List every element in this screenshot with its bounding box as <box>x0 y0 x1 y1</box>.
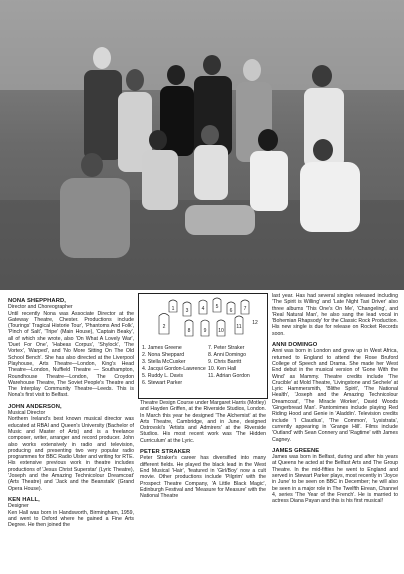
ken-name: KEN HALL, <box>8 496 40 503</box>
diagram-num-1: 1 <box>171 306 175 312</box>
key-entry: 10. Ken Hall <box>208 366 237 372</box>
diagram-num-5: 5 <box>215 304 219 310</box>
anni-name: ANNI DOMINGO <box>272 342 318 349</box>
right-column <box>272 293 398 505</box>
diagram-num-7: 7 <box>243 306 247 312</box>
ken-bio: Ken Hall was born in Handsworth, Birmingham, 1959, and went to Oxford where he gained a Fine Arts Degree. He then joined the <box>8 509 134 529</box>
diagram-num-10: 10 <box>218 328 224 334</box>
john-role: Musical Director <box>8 410 46 417</box>
peter-name: PETER STRAKER <box>140 449 191 456</box>
diagram-num-4: 4 <box>201 306 205 312</box>
nona-name: NONA SHEPPHARD, <box>8 298 66 304</box>
nona-bio: Until recently Nona was Associate Director at the Gateway Theatre, Chester. Productions include (Tourings' Tragical Historie Tour', 'Phantoms And Folk', 'Pinch of Salt', 'Tripe' (Main House), 'Captain Beaky', all of which she wrote, also 'On What A Lovely War', 'Duet For One', 'Habeas Corpus', 'Shylock', 'The Vortex', 'Warped', and 'No More Sitting On The Old School Bench'. She has also directed at the Liverpool Playhouse, Arts Theatre—London, King's Head Theatre—London, Nuffield Theatre — Southampton, Roundhouse Theatre—London, The Croydon Warehouse Theatre, The Soviet People's Theatre and The Interplay Community Theatre—Leeds. This is Nona's first visit to Belfast. <box>8 310 134 399</box>
james-name: JAMES GREENE <box>272 447 320 454</box>
diagram-num-8: 8 <box>187 328 191 334</box>
diagram-num-11: 11 <box>236 324 242 330</box>
left-column <box>8 293 134 528</box>
ken-role: Designer <box>8 503 29 510</box>
middle-column <box>140 400 266 499</box>
diagram-num-3: 3 <box>185 308 189 314</box>
john-name: JOHN ANDERSON, <box>8 403 62 410</box>
key-entry: 5. Ruddy L. Davis <box>142 373 183 379</box>
peter-bio: Peter Straker's career has diversified into many different fields. He played the black lead in the West End Musical 'Hair', 'featured in 'Girl/Boy' now a cult movie. Other productions include 'Pilgrim' with the Prospect Theatre Company, 'A Little Black Magic', Edinburgh Festival and 'Measure for Measure' with the National Theatre <box>140 455 266 500</box>
john-bio: Northern Ireland's best known musical director was educated at RBAI and Queen's University (Bachelor of Music and Master of Arts) and is a freelance composer, writer, arranger and record producer. John also works extensively in radio and television, producing and presenting two very popular radio programmes for BBC Radio Ulster and writing for RTE. His extensive previous work in theatre includes productions of 'Jesus Christ Superstar' (Lyric Theatre), 'Joseph and the Amazing Technicolour Dreamcoat' (Arts Theatre) and 'Jack and the Beanstalk' (Grand Opera House). <box>8 416 134 492</box>
anni-bio: Anni was born in London and grew up in West Africa, returned to England to attend the Rose Bruford College of Speech and Drama. She made her West End debut in the musical version of 'Gone With the Wind' as Mammy. Theatre credits include 'The Crucible' at Mold Theatre, 'Livingstone and Sechele' at Lyric Hammersmith, 'Blithe Spirit', 'The National Health', 'Joseph and the Amazing Technicolour Dreamcoat', 'The Miracle Worker', David Woods 'Gingerbread Man'. Pantomimes include playing Red Riding Hood and Genie in 'Aladdin'. Television credits include 'I Claudius', 'The Common', 'Lysistrata', currently appearing in 'Grange Hill'. Films include 'Outland' with Sean Connery and 'Ragtime' with James Cagney. <box>272 348 398 443</box>
diagram-num-2: 2 <box>162 324 166 330</box>
diagram-num-12: 12 <box>252 320 258 326</box>
diagram-num-9: 9 <box>203 328 207 334</box>
key-entry: 8. Anni Domingo <box>208 352 247 358</box>
james-bio: James was born in Belfast, during and after his years at Queens he acted at the Belfast Arts and The Group Theatre. In the mid-fifties he went to England and served in Stewart Parker plays, most recently in 'Joyce in June' to be seen on BBC in December; he will also be seen in a major role in The Twelfth Eirean, Channel 4, series 'The Year of the French'. He is married to actress Diana Payan and this is his first musical! <box>272 454 398 505</box>
key-entry: 7. Peter Straker <box>208 345 245 351</box>
key-entry: 1. James Greene <box>142 345 182 351</box>
key-entry: 3. Stella McCusker <box>142 359 186 365</box>
key-entry: 6. Stewart Parker <box>142 380 183 386</box>
diagram-num-6: 6 <box>229 308 233 314</box>
key-entry: 9. Chris Barritt <box>208 359 242 365</box>
key-entry: 4. Jacqui Gordon-Lawrence <box>142 366 206 372</box>
key-entry: 11. Adrian Gordon <box>208 373 250 379</box>
nona-role: Director and Choreographer <box>8 304 73 311</box>
ken-bio-continued: Theatre Design Course under Margaret Harris (Motley) and Hayden Griffen, at the Riverside Studios, London. In March this year he designed 'The Alchemist' at the Arts Theatre, Cambridge, and in June, designed Ostrovski's 'Artists and Admirers' at the Riverside Studios. His most recent work was 'The Hidden Curriculum' at the Lyric. <box>140 400 266 444</box>
cast-silhouette-diagram <box>139 294 267 346</box>
peter-bio-continued: last year. Has had several singles released including 'The Spirit is Willing' and 'Late Night Taxi Driver' also three albums 'This One's On Me', 'Changeling', and 'Real Natural Man', he also sang the lead vocal in 'Bohemian Rhapsody' for the Classic Rock Production. His new single is due for release on Rocket Records soon. <box>272 293 398 337</box>
key-entry: 2. Nona Sheppard <box>142 352 185 358</box>
